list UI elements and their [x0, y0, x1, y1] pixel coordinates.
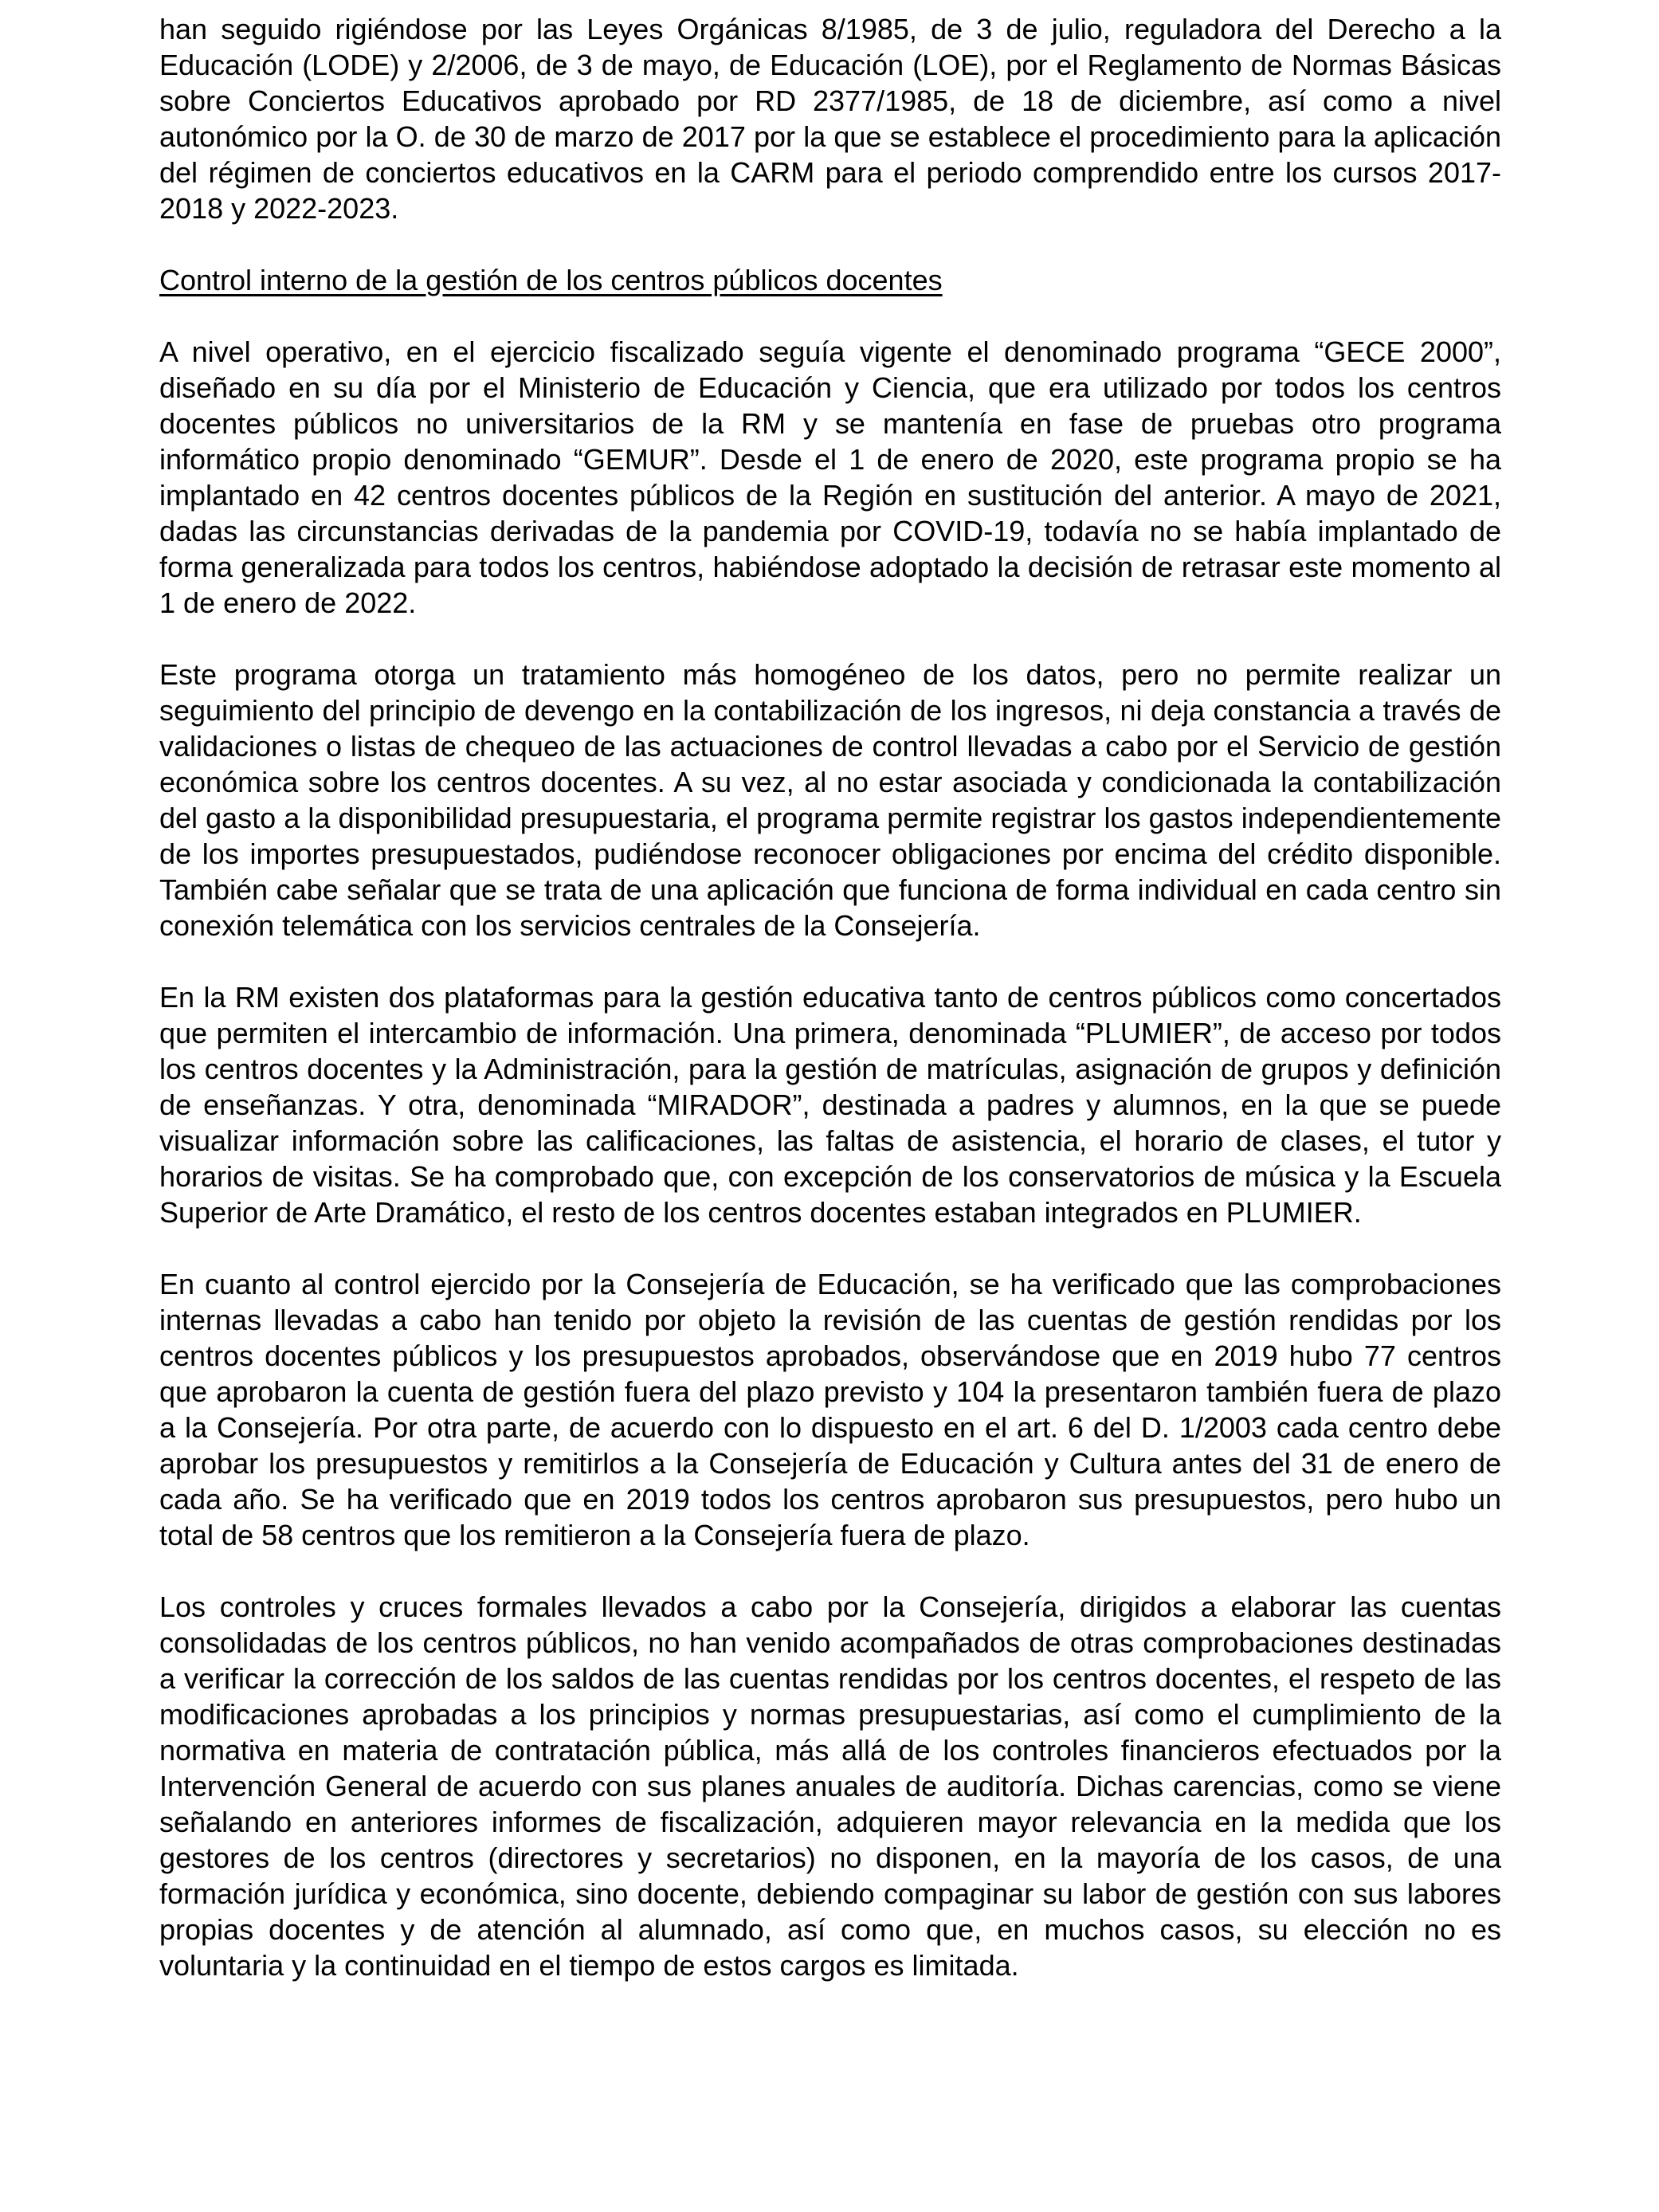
document-page: [159, 11, 1501, 2019]
paragraph-consejeria-control: En cuanto al control ejercido por la Consejería de Educación, se ha verificado que las comprobaciones internas llevadas a cabo han tenido por objeto la revisión de las cuentas de gestión rendidas por los centros docentes públicos y los presupuestos aprobados, observándose que en 2019 hubo 77 centros que aprobaron la cuenta de gestión fuera del plazo previsto y 104 la presentaron también fuera de plazo a la Consejería. Por otra parte, de acuerdo con lo dispuesto en el art. 6 del D. 1/2003 cada centro debe aprobar los presupuestos y remitirlos a la Consejería de Educación y Cultura antes del 31 de enero de cada año. Se ha verificado que en 2019 todos los centros aprobaron sus presupuestos, pero hubo un total de 58 centros que los remitieron a la Consejería fuera de plazo.: [159, 1268, 1501, 1551]
paragraph-formal-controls: Los controles y cruces formales llevados a cabo por la Consejería, dirigidos a elaborar las cuentas consolidadas de los centros públicos, no han venido acompañados de otras comprobaciones destinadas a verificar la corrección de los saldos de las cuentas rendidas por los centros docentes, el respeto de las modificaciones aprobadas a los principios y normas presupuestarias, así como el cumplimiento de la normativa en materia de contratación pública, más allá de los controles financieros efectuados por la Intervención General de acuerdo con sus planes anuales de auditoría. Dichas carencias, como se viene señalando en anteriores informes de fiscalización, adquieren mayor relevancia en la medida que los gestores de los centros (directores y secretarios) no disponen, en la mayoría de los casos, de una formación jurídica y económica, sino docente, debiendo compaginar su labor de gestión con sus labores propias docentes y de atención al alumnado, así como que, en muchos casos, su elección no es voluntaria y la continuidad en el tiempo de estos cargos es limitada.: [159, 1590, 1501, 1982]
paragraph-platforms: En la RM existen dos plataformas para la gestión educativa tanto de centros públicos como concertados que permiten el intercambio de información. Una primera, denominada “PLUMIER”, de acceso por todos los centros docentes y la Administración, para la gestión de matrículas, asignación de grupos y definición de enseñanzas. Y otra, denominada “MIRADOR”, destinada a padres y alumnos, en la que se puede visualizar información sobre las calificaciones, las faltas de asistencia, el horario de clases, el tutor y horarios de visitas. Se ha comprobado que, con excepción de los conservatorios de música y la Escuela Superior de Arte Dramático, el resto de los centros docentes estaban integrados en PLUMIER.: [159, 981, 1501, 1229]
section-heading: Control interno de la gestión de los centros públicos docentes: [159, 264, 943, 296]
paragraph-gece-program: A nivel operativo, en el ejercicio fiscalizado seguía vigente el denominado programa “GECE 2000”, diseñado en su día por el Ministerio de Educación y Ciencia, que era utilizado por todos los centros docentes públicos no universitarios de la RM y se mantenía en fase de pruebas otro programa informático propio denominado “GEMUR”. Desde el 1 de enero de 2020, este programa propio se ha implantado en 42 centros docentes públicos de la Región en sustitución del anterior. A mayo de 2021, dadas las circunstancias derivadas de la pandemia por COVID-19, todavía no se había implantado de forma generalizada para todos los centros, habiéndose adoptado la decisión de retrasar este momento al 1 de enero de 2022.: [159, 335, 1501, 619]
paragraph-program-limitations: Este programa otorga un tratamiento más homogéneo de los datos, pero no permite realizar un seguimiento del principio de devengo en la contabilización de los ingresos, ni deja constancia a través de validaciones o listas de chequeo de las actuaciones de control llevadas a cabo por el Servicio de gestión económica sobre los centros docentes. A su vez, al no estar asociada y condicionada la contabilización del gasto a la disponibilidad presupuestaria, el programa permite registrar los gastos independientemente de los importes presupuestados, pudiéndose reconocer obligaciones por encima del crédito disponible. También cabe señalar que se trata de una aplicación que funciona de forma individual en cada centro sin conexión telemática con los servicios centrales de la Consejería.: [159, 658, 1501, 942]
intro-paragraph: han seguido rigiéndose por las Leyes Orgánicas 8/1985, de 3 de julio, reguladora del Derecho a la Educación (LODE) y 2/2006, de 3 de mayo, de Educación (LOE), por el Reglamento de Normas Básicas sobre Conciertos Educativos aprobado por RD 2377/1985, de 18 de diciembre, así como a nivel autonómico por la O. de 30 de marzo de 2017 por la que se establece el procedimiento para la aplicación del régimen de conciertos educativos en la CARM para el periodo comprendido entre los cursos 2017-2018 y 2022-2023.: [159, 13, 1501, 225]
